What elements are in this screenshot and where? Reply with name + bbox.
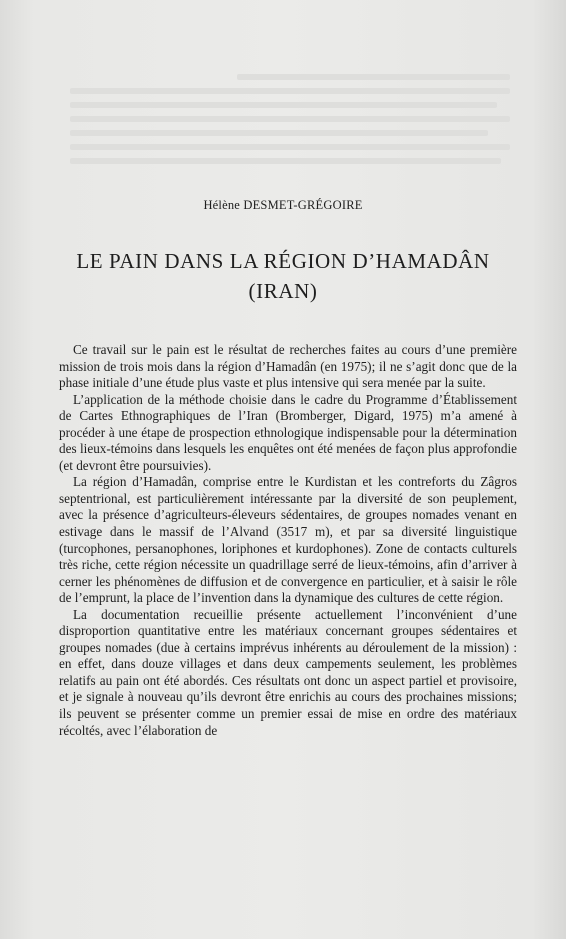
ghost-line <box>70 116 510 122</box>
title-line-1: LE PAIN DANS LA RÉGION D’HAMADÂN <box>76 249 490 273</box>
article-title <box>40 246 526 306</box>
ghost-line <box>70 102 497 108</box>
paragraph-2: L’application de la méthode choisie dans le cadre du Programme d’Établissement de Cartes Ethnographiques de l’Iran (Bromberger, Digard, 1975) m’a amené à procéder à une étape de prospection ethnologique indispensable pour la détermination des lieux-témoins dans lesquels les enquêtes ont été menées de façon plus approfondie (et devront être poursuivies). <box>59 391 517 473</box>
paragraph-1: Ce travail sur le pain est le résultat de recherches faites au cours d’une première mission de trois mois dans la région d’Hamadân (en 1975); il ne s’agit donc que de la phase initiale d’une étude plus vaste et plus intensive qui sera menée par la suite. <box>59 342 517 391</box>
ghost-line <box>70 88 510 94</box>
paragraph-4: La documentation recueillie présente actuellement l’inconvénient d’une disproportion quantitative entre les matériaux concernant groupes sédentaires et groupes nomades (due à certains imprévus inhérents au déroulement de la mission) : en effet, dans douze villages et dans deux campements seulement, les problèmes relatifs au pain ont été abordés. Ces résultats ont donc un aspect partiel et provisoire, et je signale à nouveau qu’ils devront être enrichis au cours des prochaines missions; ils peuvent se présenter comme un premier essai de mise en ordre des matériaux récoltés, avec l’élaboration de <box>59 606 517 738</box>
ghost-line <box>70 130 488 136</box>
title-line-2: (IRAN) <box>248 279 318 303</box>
paragraph-3: La région d’Hamadân, comprise entre le Kurdistan et les contreforts du Zâgros septentrional, est particulièrement intéressante par la diversité de son peuplement, avec la présence d’agriculteurs-éleveurs sédentaires, de groupes nomades venant en estivage dans le massif de l’Alvand (3517 m), et par sa diversité linguistique (turcophones, persanophones, loriphones et kurdophones). Zone de contacts culturels très riche, cette région nécessite un quadrillage serré de lieux-témoins, afin d’arriver à cerner les phénomènes de diffusion et de convergence en particulier, et à saisir le rôle de l’emprunt, la place de l’invention dans la dynamique des cultures de cette région. <box>59 474 517 606</box>
show-through-text <box>70 66 510 172</box>
author-name: Hélène DESMET-GRÉGOIRE <box>203 198 363 212</box>
ghost-line <box>70 144 510 150</box>
body-text <box>59 342 517 739</box>
ghost-line <box>70 158 501 164</box>
ghost-line <box>237 74 510 80</box>
